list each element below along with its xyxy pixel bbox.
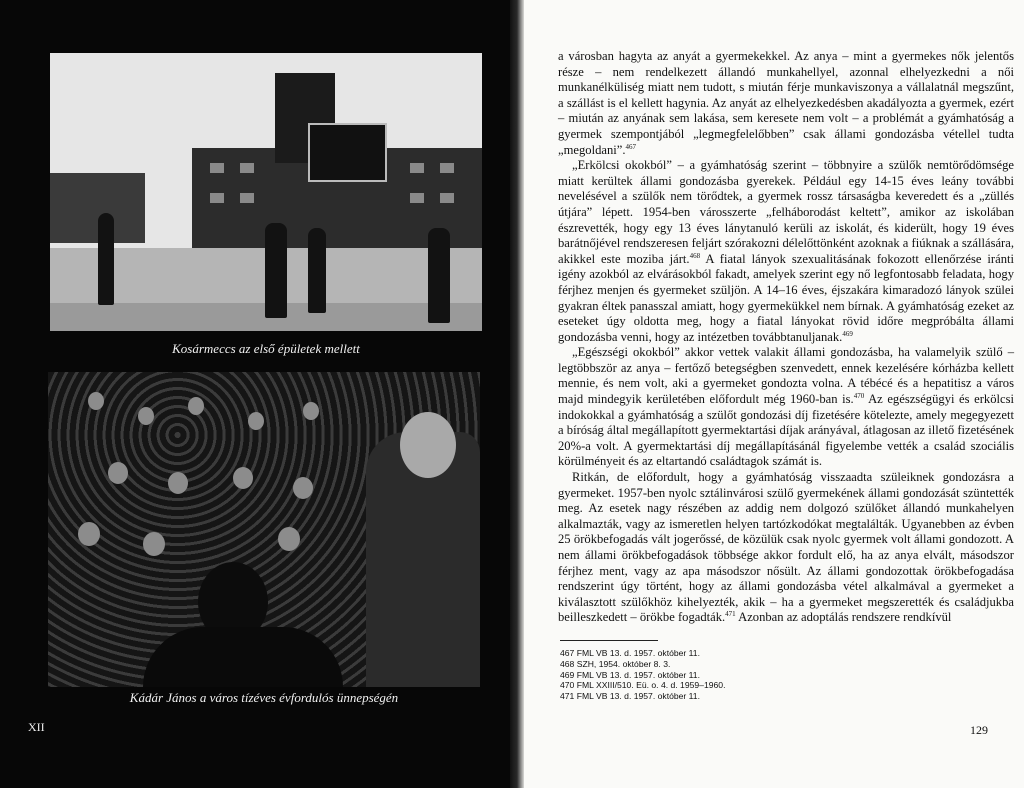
body-paragraph: [558, 470, 1014, 626]
footnotes: [560, 648, 860, 702]
photo-crowd-head: [248, 412, 264, 430]
body-text-run: „Erkölcsi okokból” – a gyámhatóság szerint – többnyire a szülők nemtörődömsége miatt kerültek állami gondozásba gyerekek. Például egy 14-15 éves leány további nevelésével a szülők nem törődtek, a gyermek rossz társaságba keveredett és a „züllés útjára” lépett. 1954-ben városszerte „felháborodást keltett”, amikor az iskolában észrevették, hogy egy 13 éves lánytanuló kerüli az iskolát, és kiderült, hogy 19 éves barátnőjével rendszeresen feljárt szórakozni délelőttönként azoknak a fiúknak a szállására, akikkel este moziba járt.: [558, 158, 1014, 266]
body-text-run: Azonban az adoptálás rendszere rendkívül: [735, 610, 952, 625]
photo-player: [428, 228, 450, 323]
book-gutter: [510, 0, 524, 788]
photo-window: [210, 163, 224, 173]
photo1-caption: Kosármeccs az első épületek mellett: [172, 341, 360, 356]
photo-player: [308, 228, 326, 313]
photo-basketball-backboard: [308, 123, 387, 182]
page-number-right: 129: [970, 723, 988, 737]
photo-speaker-head: [400, 412, 456, 478]
body-text: [558, 49, 1014, 626]
photo-player: [98, 213, 114, 305]
body-text-run: „Egészségi okokból” akkor vettek valakit állami gondozásba, ha valamelyik szülő – legtöbbször az anya – fertőző betegségben szenvedett, ennek kezelésére kórházba kellett mennie, és nem volt, aki a gyermeket gondozta volna. A tébécé és a hepatitisz a város majd mindegyik kerületében előfordult még 1960-ban is.: [558, 345, 1014, 407]
photo-crowd-head: [303, 402, 319, 420]
photo-crowd-head: [188, 397, 204, 415]
photo-window: [240, 193, 254, 203]
photo-foreground-body: [143, 627, 343, 687]
photo-crowd-head: [88, 392, 104, 410]
photo-crowd-head: [108, 462, 128, 484]
photo-window: [210, 193, 224, 203]
page-number-left: XII: [28, 720, 45, 734]
body-text-run: Ritkán, de előfordult, hogy a gyámhatóság visszaadta szüleiknek gondozásra a gyermeket. 1957-ben nyolc sztálinvárosi szülő gyermekének állami gondozását szüntették meg. Az esetek nagy részében az addig nem dolgozó szülőket állandó munkahelyen alkalmazták, vagy az ismeretlen helyen tartózkodókat megtalálták. Ugyanebben az évben 25 örökbefogadás vált jogerőssé, de közülük csak nyolc gyermek volt állami gondozott. A nem állami örökbefogadások többsége akkor fordult elő, ha az anya elvált, másodszor férjhez ment, vagy az apa másodszor nősült. Az állami gondozottak örökbefogadása rendszerint úgy történt, hogy az állami gondozásba vétel alkalmával a gyermeket a kiválasztott szülőkhöz kihelyezték, akik – ha a gyermeket megszerették és családjukba beilleszkedett – örökbe fogadták.: [558, 470, 1014, 625]
footnote: 467 FML VB 13. d. 1957. október 11.: [560, 648, 700, 658]
left-page: [0, 0, 510, 788]
photo-window: [410, 163, 424, 173]
photo-crowd-head: [278, 527, 300, 551]
footnote: 469 FML VB 13. d. 1957. október 11.: [560, 669, 700, 680]
basketball-photo: [50, 53, 482, 331]
footnote-ref: 469: [842, 329, 853, 338]
photo-crowd-head: [233, 467, 253, 489]
footnote-rule: [560, 640, 658, 641]
photo-crowd-head: [138, 407, 154, 425]
photo2-caption: Kádár János a város tízéves évfordulós ünnepségén: [129, 690, 399, 705]
speech-photo: [48, 372, 480, 687]
body-text-run: A fiatal lányok szexualitásának fokozott ellenőrzése iránti igény azokból az elvárásokból fakadt, amelyek szerint egy nő legfontosabb feladata, hogy férjhez menjen és gyermeket szüljön. A 14–16 éves, éjszakára kimaradozó lányok szülei gyakran éltek panasszal amiatt, hogy gyermekükkel nem bírnak. A gyámhatóság ezeket az eseteket úgy oldotta meg, hogy a fiatal lányokat rövid időre megpróbálta állami gondozásba venni, hogy az intézetben továbbtanuljanak.: [558, 251, 1014, 344]
photo-window: [440, 193, 454, 203]
photo-window: [240, 163, 254, 173]
footnote-ref: 467: [625, 142, 636, 151]
body-text-run: Az egészségügyi és erkölcsi indokokkal a gyámhatóság a szülőt gondozási díj fizetésére kötelezte, amely megegyezett a bíróság által megállapított gyermektartási díjak arányával, átlagosan az illető fizetésének 20%-a volt. A gyermektartási díj megállapításánál figyelembe vették a család szociális körülményeit és az eltartandó családtagok számát is.: [558, 392, 1014, 469]
photo-crowd-head: [78, 522, 100, 546]
footnote: 470 FML XXIII/510. Eü. o. 4. d. 1959–1960.: [560, 680, 726, 691]
footnote-ref: 471: [725, 610, 736, 619]
footnote-ref: 470: [853, 391, 865, 400]
body-paragraph: [558, 345, 1014, 470]
photo-window: [410, 193, 424, 203]
photo-window: [440, 163, 454, 173]
photo-player: [265, 223, 287, 318]
photo-crowd-head: [168, 472, 188, 494]
body-paragraph: [558, 49, 1014, 158]
footnote: 471 FML VB 13. d. 1957. október 11.: [560, 691, 700, 702]
photo-crowd-head: [293, 477, 313, 499]
footnote-ref: 468: [689, 251, 701, 260]
photo-crowd-head: [143, 532, 165, 556]
body-text-run: a városban hagyta az anyát a gyermekekkel. Az anya – mint a gyermekes nők jelentős része – nem rendelkezett állandó munkahellyel, azonnal elhelyezkedni a női munkanélküliség miatt nem tudott, s miután férje munkaviszonya a vállalatnál megszűnt, a szállást is el kellett hagynia. Az anyát az elhelyezkedésben akadályozta a gyermek, ezért – miután az anyának sem lakása, sem keresete nem volt – a problémát a gyámhatóság a gyermek szempontjából „legmegfelelőbben” csak állami gondozásba vétellel tudta „megoldani”.: [558, 49, 1014, 157]
footnote: 468 SZH, 1954. október 8. 3.: [560, 658, 671, 669]
body-paragraph: [558, 158, 1014, 345]
